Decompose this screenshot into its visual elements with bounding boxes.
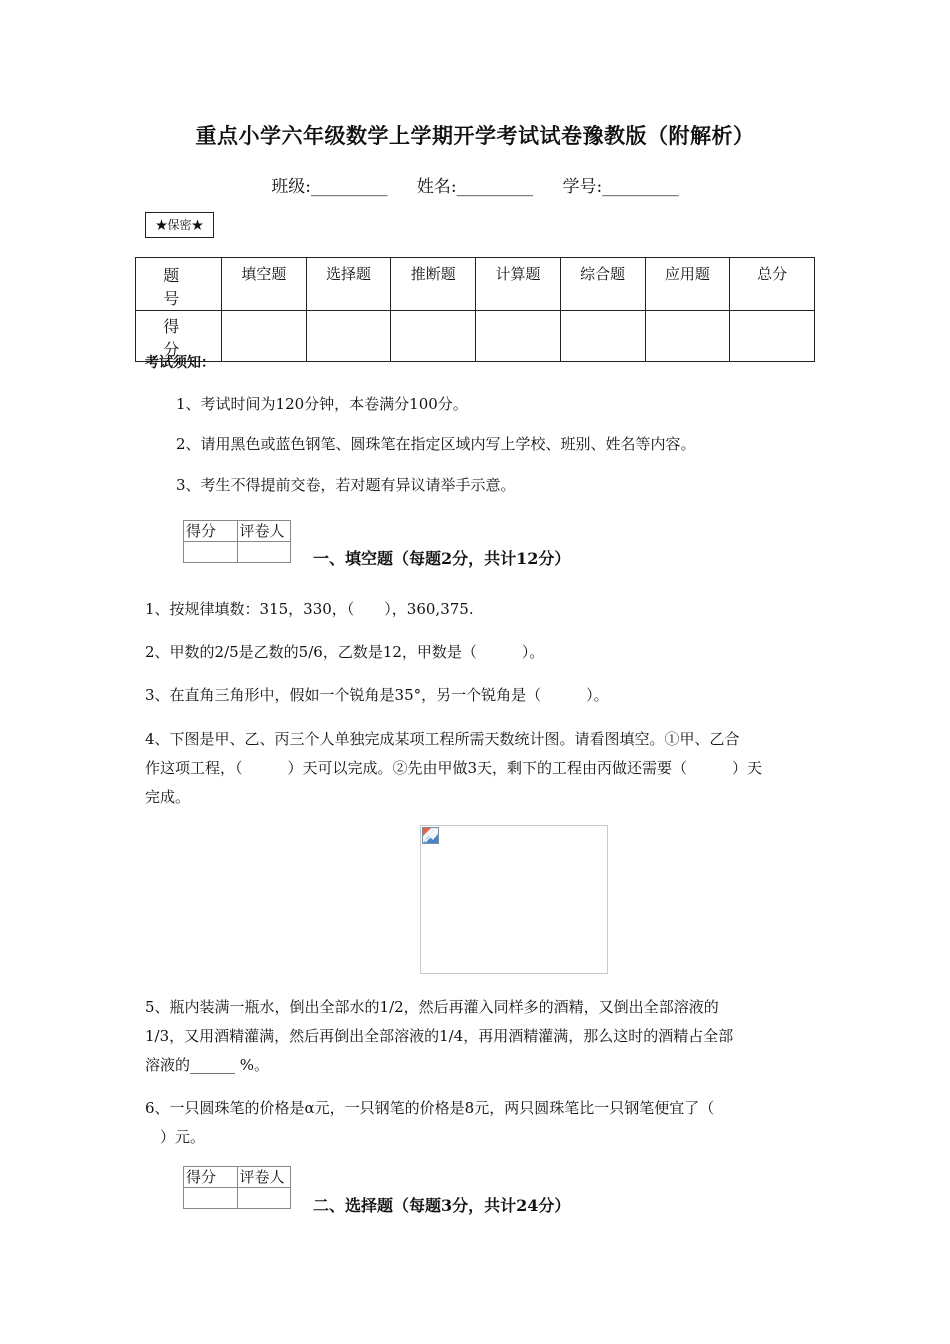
question-4-line: 4、下图是甲、乙、丙三个人单独完成某项工程所需天数统计图。请看图填空。①甲、乙合 [145,730,740,748]
notice-title: 考试须知： [145,355,215,371]
section-title: 二、选择题（每题3分，共计24分） [313,1196,571,1215]
question-5-line: 5、瓶内装满一瓶水，倒出全部水的1/2，然后再灌入同样多的酒精，又倒出全部溶液的 [145,998,719,1016]
score-cell [560,311,645,362]
header-cell: 题 号 [136,258,222,311]
grader-reviewer-label: 评卷人 [237,1167,291,1188]
score-table-score-row [136,311,815,362]
question-5-line: 溶液的______ %。 [145,1056,270,1074]
question-5-line: 1/3，又用酒精灌满，然后再倒出全部溶液的1/4，再用酒精灌满，那么这时的酒精占全部 [145,1027,734,1045]
class-field: 班级:_________ [271,177,388,197]
score-cell [222,311,307,362]
question-6-line: ）元。 [145,1128,206,1146]
grader-box [183,520,291,563]
grader-reviewer-cell [237,542,291,563]
score-cell [306,311,391,362]
grader-score-cell [184,1188,238,1209]
score-cell [645,311,730,362]
score-summary-table [135,257,815,362]
notice-item: 1、考试时间为120分钟，本卷满分100分。 [176,395,468,413]
grader-score-cell [184,542,238,563]
question-2: 2、甲数的2/5是乙数的5/6，乙数是12，甲数是（ ）。 [145,643,545,661]
broken-image-icon [422,827,440,845]
score-cell [391,311,476,362]
student-info [0,172,950,197]
question-3: 3、在直角三角形中，假如一个锐角是35°，另一个锐角是（ ）。 [145,686,609,704]
chart-image-placeholder [420,825,608,974]
header-cell: 总分 [730,258,815,311]
header-cell: 填空题 [222,258,307,311]
notice-item: 2、请用黑色或蓝色钢笔、圆珠笔在指定区域内写上学校、班别、姓名等内容。 [176,435,696,453]
grader-box [183,1166,291,1209]
exam-title: 重点小学六年级数学上学期开学考试试卷豫教版（附解析） [195,123,755,148]
confidential-badge: ★保密★ [145,212,214,238]
question-4-line: 完成。 [145,788,191,806]
score-row-label: 得 分 [136,311,222,362]
question-6-line: 6、一只圆珠笔的价格是α元，一只钢笔的价格是8元，两只圆珠笔比一只钢笔便宜了（ [145,1099,715,1117]
score-table-header-row [136,258,815,311]
student-id-field: 学号:_________ [562,177,679,197]
grader-score-label: 得分 [184,1167,238,1188]
question-1: 1、按规律填数：315，330，（ ），360,375. [145,600,474,618]
grader-reviewer-label: 评卷人 [237,521,291,542]
header-cell: 综合题 [560,258,645,311]
section-title: 一、填空题（每题2分，共计12分） [313,549,571,568]
notice-item: 3、考生不得提前交卷，若对题有异议请举手示意。 [176,476,516,494]
header-cell: 推断题 [391,258,476,311]
score-cell [476,311,561,362]
name-field: 姓名:_________ [416,177,534,197]
header-cell: 应用题 [645,258,730,311]
header-cell: 选择题 [306,258,391,311]
header-cell: 计算题 [476,258,561,311]
score-cell [730,311,815,362]
grader-reviewer-cell [237,1188,291,1209]
grader-score-label: 得分 [184,521,238,542]
question-4-line: 作这项工程，（ ）天可以完成。②先由甲做3天，剩下的工程由丙做还需要（ ）天 [145,759,763,777]
